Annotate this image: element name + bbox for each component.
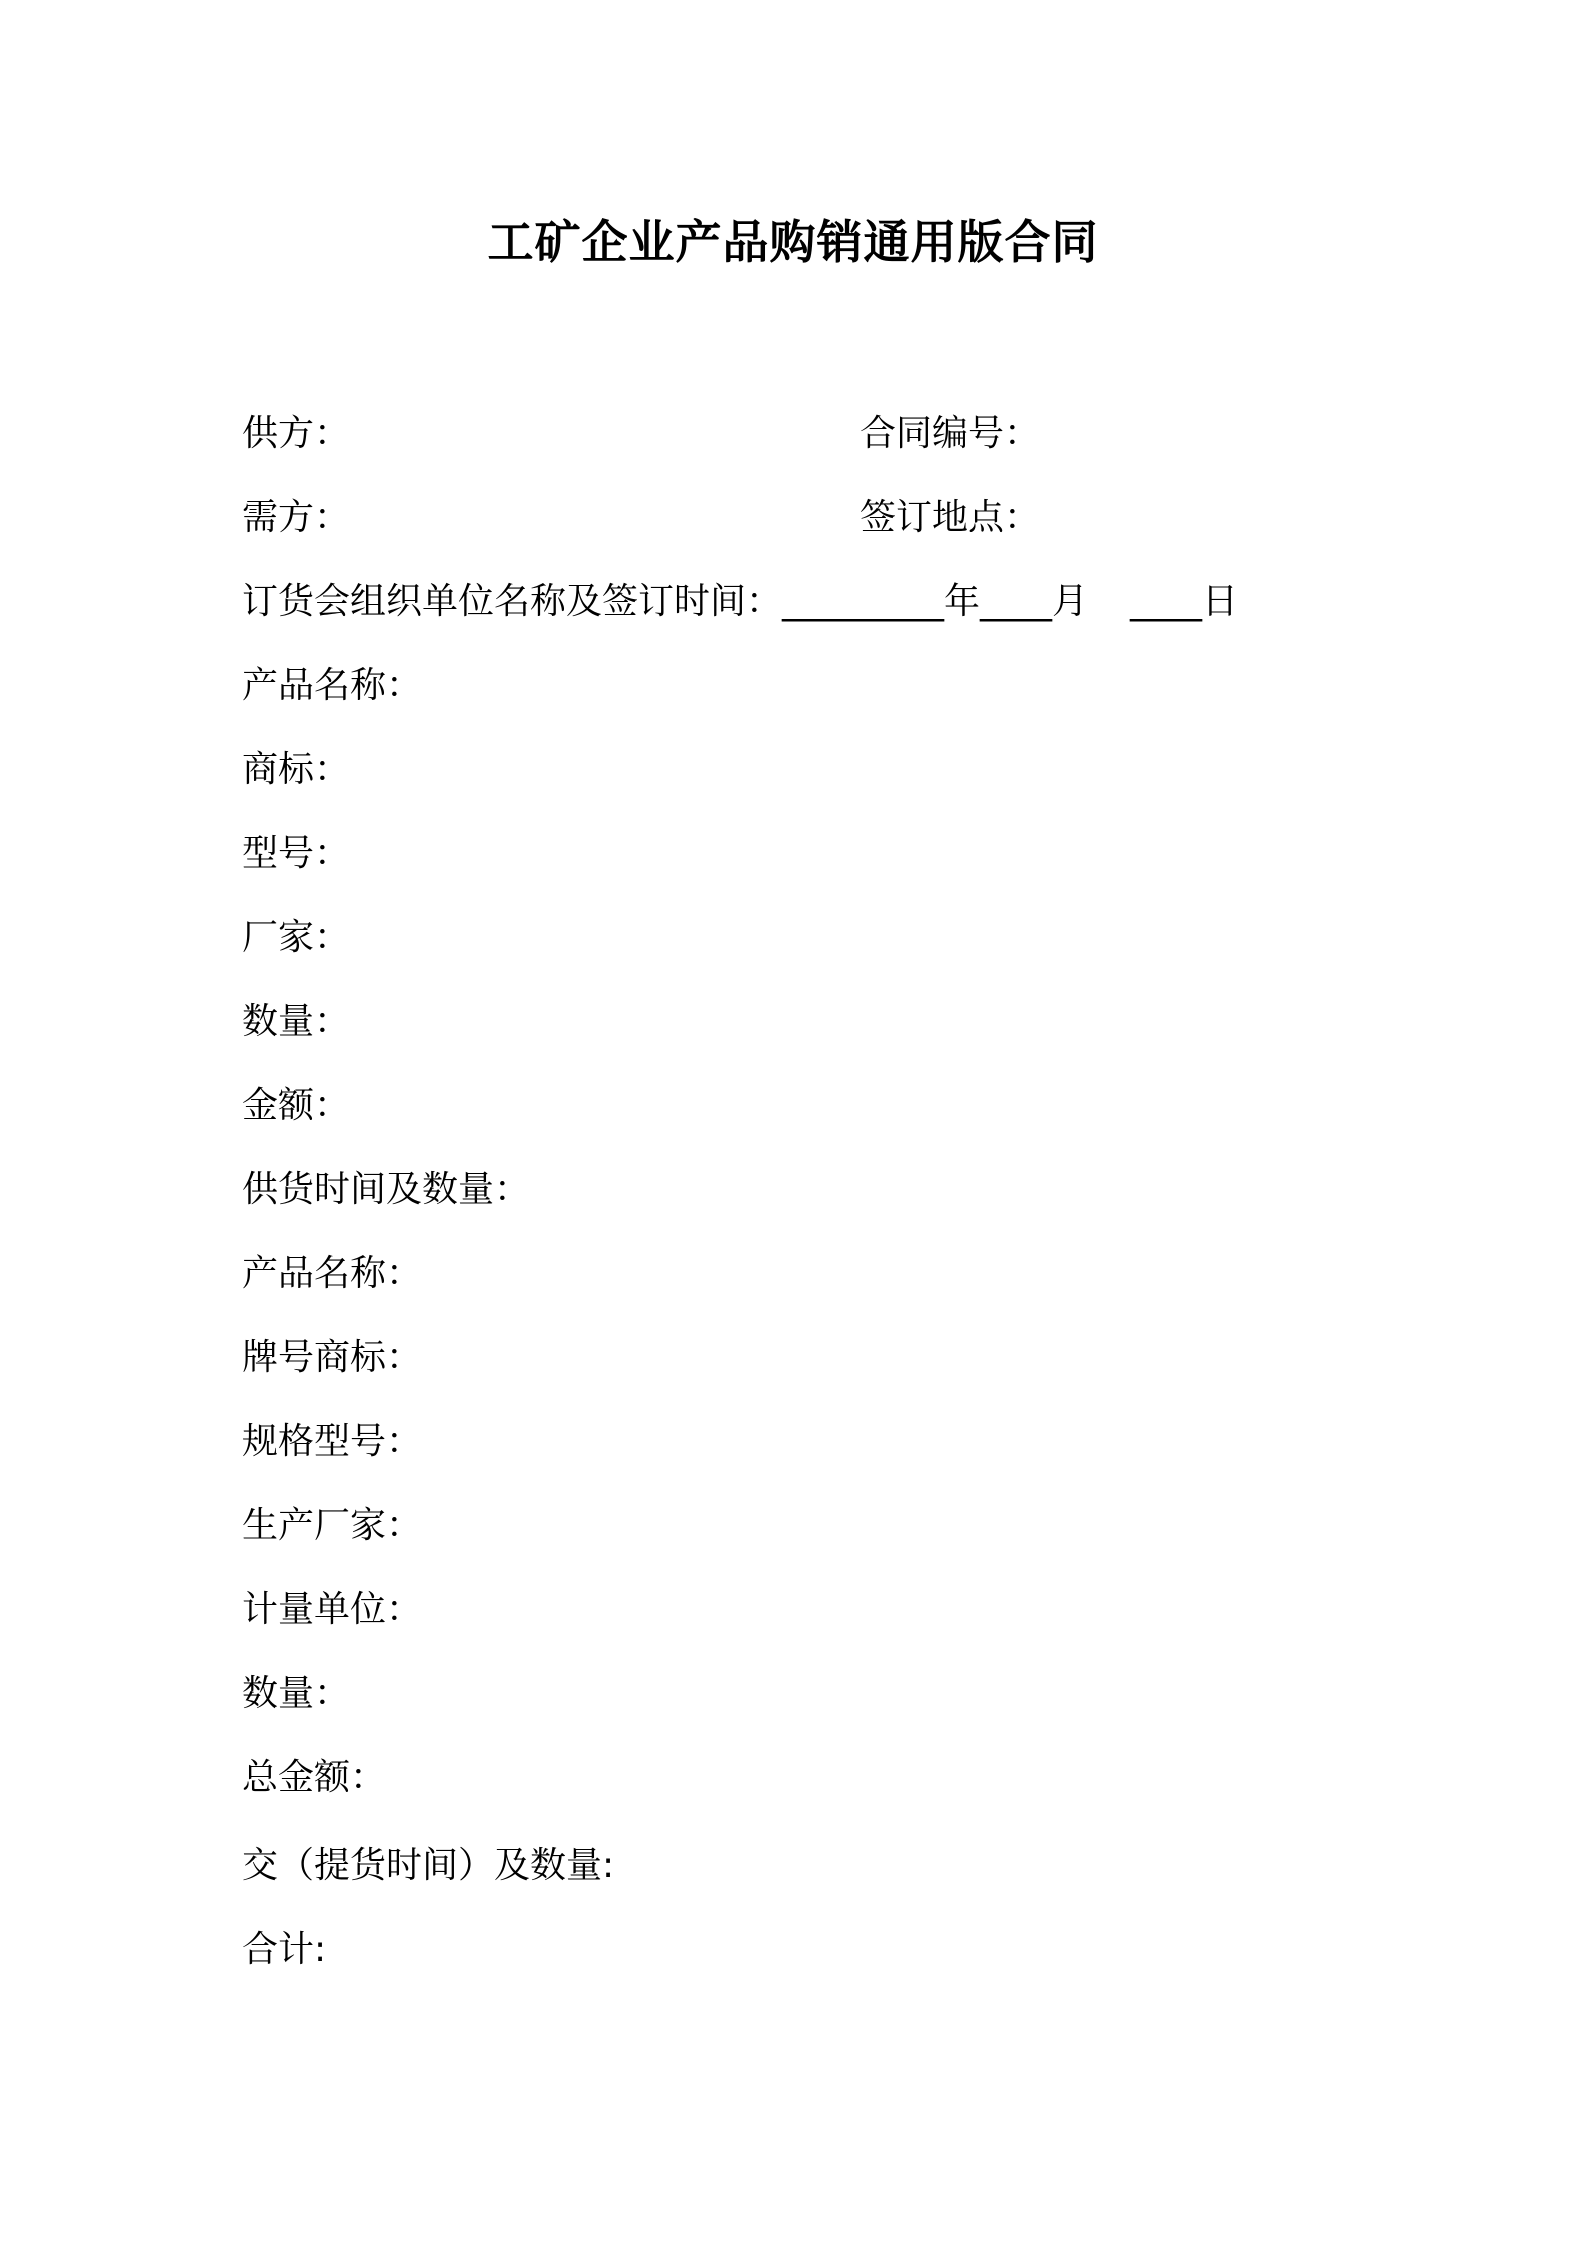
field-delivery-time-quantity: 交（提货时间）及数量: bbox=[242, 1845, 615, 1886]
field-model: 型号： bbox=[242, 833, 351, 874]
supplier-label: 供方： bbox=[242, 413, 351, 454]
year-blank: _________ bbox=[782, 581, 945, 622]
order-meeting-line bbox=[242, 578, 1238, 626]
day-blank: ____ bbox=[1130, 581, 1203, 622]
field-producer: 生产厂家： bbox=[242, 1505, 423, 1546]
month-unit: 月 bbox=[1052, 581, 1089, 622]
field-product-name: 产品名称： bbox=[242, 665, 423, 706]
contract-number-label: 合同编号： bbox=[860, 413, 1041, 454]
field-amount: 金额： bbox=[242, 1085, 351, 1126]
field-product-name-2: 产品名称： bbox=[242, 1253, 423, 1294]
year-unit: 年 bbox=[944, 581, 981, 622]
day-unit: 日 bbox=[1202, 581, 1239, 622]
order-meeting-label: 订货会组织单位名称及签订时间： bbox=[242, 581, 783, 622]
field-unit-of-measure: 计量单位： bbox=[242, 1589, 423, 1630]
field-brand-trademark: 牌号商标： bbox=[242, 1337, 423, 1378]
field-total: 合计: bbox=[242, 1929, 327, 1970]
field-supply-time-quantity: 供货时间及数量： bbox=[242, 1169, 531, 1210]
field-manufacturer: 厂家： bbox=[242, 917, 351, 958]
signing-place-label: 签订地点： bbox=[860, 497, 1041, 538]
field-trademark: 商标： bbox=[242, 749, 351, 790]
field-total-amount: 总金额： bbox=[242, 1757, 387, 1798]
field-quantity: 数量： bbox=[242, 1001, 351, 1042]
buyer-label: 需方： bbox=[242, 497, 351, 538]
month-blank: ____ bbox=[980, 581, 1053, 622]
document-title: 工矿企业产品购销通用版合同 bbox=[487, 215, 1099, 269]
field-quantity-2: 数量： bbox=[242, 1673, 351, 1714]
field-spec-model: 规格型号： bbox=[242, 1421, 423, 1462]
